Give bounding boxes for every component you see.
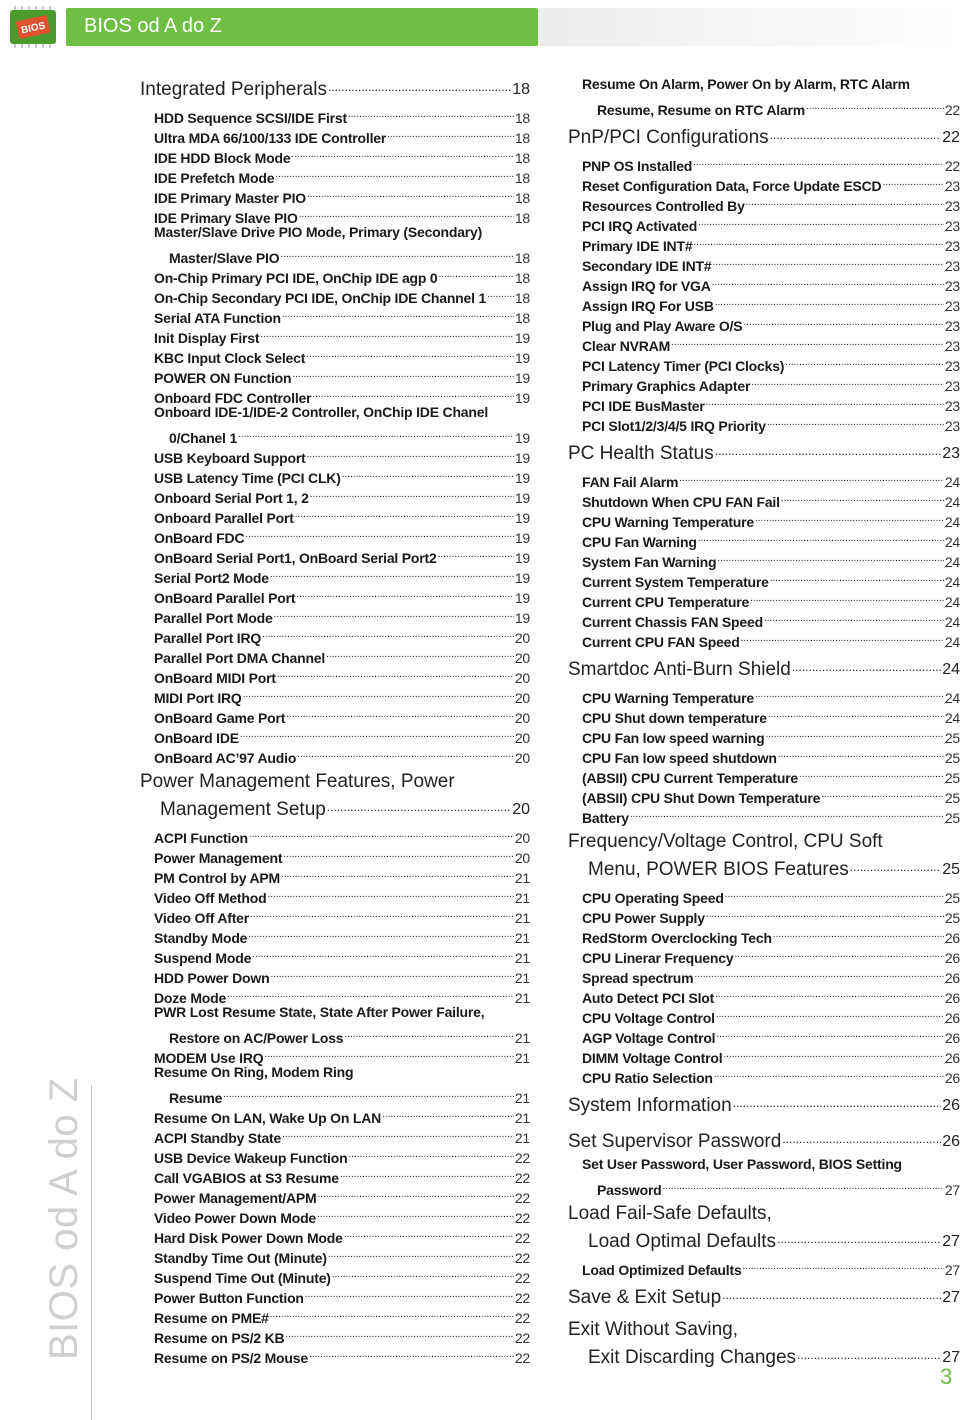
toc-title: Assign IRQ for VGA bbox=[582, 278, 711, 294]
dot-leader bbox=[630, 802, 944, 825]
toc-title-line1: Exit Without Saving, bbox=[568, 1319, 739, 1340]
toc-title: Load Optimized Defaults bbox=[582, 1262, 742, 1278]
toc-title-line1: Onboard IDE-1/IDE-2 Controller, OnChip IDE Chanel bbox=[154, 404, 489, 420]
toc-title: ACPI Standby State bbox=[154, 1130, 282, 1146]
toc-title: Primary IDE INT# bbox=[582, 238, 693, 254]
toc-page-number: 20 bbox=[514, 730, 530, 746]
toc-page-number: 18 bbox=[514, 110, 530, 126]
toc-title: Serial ATA Function bbox=[154, 310, 281, 326]
toc-page-number: 25 bbox=[942, 861, 960, 878]
toc-page-number: 20 bbox=[514, 750, 530, 766]
toc-page-number: 24 bbox=[944, 710, 960, 726]
toc-page-number: 26 bbox=[942, 1133, 960, 1150]
dot-leader bbox=[767, 410, 944, 433]
toc-title: IDE Prefetch Mode bbox=[154, 170, 275, 186]
toc-page-number: 25 bbox=[944, 730, 960, 746]
toc-title: Standby Time Out (Minute) bbox=[154, 1250, 327, 1266]
side-title: BIOS od A do Z bbox=[42, 1077, 86, 1360]
toc-row bbox=[568, 1282, 960, 1310]
toc-title: Restore on AC/Power Loss bbox=[169, 1030, 344, 1046]
toc-page-number: 22 bbox=[944, 158, 960, 174]
toc-title: CPU Warning Temperature bbox=[582, 690, 754, 706]
toc-title: PnP/PCI Configurations bbox=[568, 127, 769, 148]
toc-page-number: 18 bbox=[514, 250, 530, 266]
toc-title: IDE HDD Block Mode bbox=[154, 150, 291, 166]
dot-leader bbox=[782, 1126, 941, 1151]
toc-page-number: 26 bbox=[944, 1010, 960, 1026]
toc-page-number: 24 bbox=[944, 534, 960, 550]
toc-title: Smartdoc Anti-Burn Shield bbox=[568, 659, 791, 680]
toc-page-number: 25 bbox=[944, 770, 960, 786]
toc-title: HDD Power Down bbox=[154, 970, 270, 986]
toc-section[interactable] bbox=[568, 1126, 960, 1154]
toc-title: Video Off Method bbox=[154, 890, 267, 906]
header-bar bbox=[66, 8, 538, 46]
page-number: 3 bbox=[940, 1364, 953, 1389]
toc-page-number: 23 bbox=[944, 398, 960, 414]
toc-page-number: 20 bbox=[514, 850, 530, 866]
toc-section[interactable] bbox=[568, 1090, 960, 1118]
toc-title: Save & Exit Setup bbox=[568, 1287, 722, 1308]
toc-entry[interactable] bbox=[568, 1154, 960, 1198]
toc-title: CPU Operating Speed bbox=[582, 890, 724, 906]
toc-title: MODEM Use IRQ bbox=[154, 1050, 264, 1066]
toc-page-number: 24 bbox=[944, 634, 960, 650]
toc-title: Standby Mode bbox=[154, 930, 248, 946]
toc-page-number: 19 bbox=[514, 550, 530, 566]
dot-leader bbox=[806, 94, 944, 117]
toc-page-number: 23 bbox=[944, 318, 960, 334]
toc-page-number: 19 bbox=[514, 510, 530, 526]
toc-page-number: 19 bbox=[514, 490, 530, 506]
toc-page-number: 27 bbox=[942, 1289, 960, 1306]
toc-left-column bbox=[140, 74, 530, 1366]
toc-section[interactable] bbox=[568, 1318, 960, 1370]
toc-page-number: 19 bbox=[514, 370, 530, 386]
dot-leader bbox=[663, 1174, 944, 1197]
toc-title: Video Power Down Mode bbox=[154, 1210, 317, 1226]
toc-title: Resume bbox=[169, 1090, 223, 1106]
toc-page-number: 19 bbox=[514, 470, 530, 486]
toc-title: Password bbox=[597, 1182, 662, 1198]
toc-title: CPU Power Supply bbox=[582, 910, 705, 926]
toc-page-number: 22 bbox=[514, 1230, 530, 1246]
toc-title: On-Chip Secondary PCI IDE, OnChip IDE Channel 1 bbox=[154, 290, 487, 306]
toc-page-number: 21 bbox=[514, 1090, 530, 1106]
toc-title: (ABSII) CPU Current Temperature bbox=[582, 770, 799, 786]
toc-page-number: 19 bbox=[514, 530, 530, 546]
toc-title-line1: Frequency/Voltage Control, CPU Soft bbox=[568, 831, 883, 852]
toc-page-number: 26 bbox=[944, 990, 960, 1006]
toc-title: CPU Fan low speed shutdown bbox=[582, 750, 777, 766]
toc-page-number: 23 bbox=[944, 378, 960, 394]
toc-title: CPU Ratio Selection bbox=[582, 1070, 713, 1086]
dot-leader bbox=[722, 1282, 941, 1307]
toc-title: Power Management/APM bbox=[154, 1190, 317, 1206]
toc-title: System Information bbox=[568, 1095, 732, 1116]
toc-title: Parallel Port DMA Channel bbox=[154, 650, 326, 666]
toc-title: Master/Slave PIO bbox=[169, 250, 280, 266]
toc-title: CPU Linerar Frequency bbox=[582, 950, 734, 966]
toc-title: HDD Sequence SCSI/IDE First bbox=[154, 110, 347, 126]
toc-section[interactable] bbox=[568, 438, 960, 466]
toc-entry[interactable] bbox=[140, 1062, 530, 1106]
toc-row bbox=[568, 1226, 960, 1254]
toc-page-number: 22 bbox=[514, 1350, 530, 1366]
toc-row bbox=[582, 1254, 960, 1280]
toc-page-number: 27 bbox=[944, 1262, 960, 1278]
toc-row bbox=[140, 794, 530, 822]
toc-title: IDE Primary Slave PIO bbox=[154, 210, 298, 226]
toc-title: CPU Fan low speed warning bbox=[582, 730, 765, 746]
toc-page-number: 22 bbox=[514, 1170, 530, 1186]
toc-title: CPU Shut down temperature bbox=[582, 710, 767, 726]
dot-leader bbox=[741, 626, 944, 649]
toc-title-line1: Load Fail-Safe Defaults, bbox=[568, 1203, 772, 1224]
toc-page-number: 26 bbox=[944, 1070, 960, 1086]
toc-title: Parallel Port Mode bbox=[154, 610, 273, 626]
toc-title: PNP OS Installed bbox=[582, 158, 693, 174]
toc-title: IDE Primary Master PIO bbox=[154, 190, 306, 206]
toc-title: Menu, POWER BIOS Features bbox=[588, 859, 849, 880]
toc-page-number: 23 bbox=[944, 198, 960, 214]
toc-entry[interactable] bbox=[568, 150, 960, 174]
toc-page-number: 21 bbox=[514, 890, 530, 906]
toc-row bbox=[568, 654, 960, 682]
toc-title: MIDI Port IRQ bbox=[154, 690, 242, 706]
toc-page-number: 24 bbox=[944, 474, 960, 490]
dot-leader bbox=[743, 1254, 944, 1277]
toc-title: USB Device Wakeup Function bbox=[154, 1150, 348, 1166]
toc-page-number: 19 bbox=[514, 570, 530, 586]
dot-leader bbox=[777, 1226, 941, 1251]
toc-title: PCI IDE BusMaster bbox=[582, 398, 705, 414]
toc-title: USB Latency Time (PCI CLK) bbox=[154, 470, 341, 486]
toc-page-number: 22 bbox=[514, 1150, 530, 1166]
toc-page-number: 19 bbox=[514, 330, 530, 346]
toc-title: Serial Port2 Mode bbox=[154, 570, 269, 586]
toc-entry[interactable] bbox=[140, 102, 530, 126]
toc-page-number: 18 bbox=[514, 170, 530, 186]
toc-page-number: 20 bbox=[514, 670, 530, 686]
toc-title: USB Keyboard Support bbox=[154, 450, 306, 466]
toc-page-number: 26 bbox=[944, 950, 960, 966]
toc-page-number: 25 bbox=[944, 890, 960, 906]
toc-page-number: 26 bbox=[944, 1030, 960, 1046]
toc-row bbox=[140, 74, 530, 102]
toc-page-number: 23 bbox=[944, 178, 960, 194]
toc-title: OnBoard Parallel Port bbox=[154, 590, 296, 606]
toc-title: Resume on PME# bbox=[154, 1310, 269, 1326]
toc-page-number: 23 bbox=[944, 238, 960, 254]
toc-title: On-Chip Primary PCI IDE, OnChip IDE agp 0 bbox=[154, 270, 438, 286]
toc-row bbox=[568, 438, 960, 466]
toc-title: CPU Fan Warning bbox=[582, 534, 697, 550]
toc-entry[interactable] bbox=[568, 466, 960, 490]
toc-title: Power Management bbox=[154, 850, 283, 866]
toc-page-number: 21 bbox=[514, 1110, 530, 1126]
toc-page-number: 23 bbox=[944, 418, 960, 434]
toc-title: Doze Mode bbox=[154, 990, 227, 1006]
toc-page-number: 24 bbox=[944, 594, 960, 610]
toc-page-number: 27 bbox=[944, 1182, 960, 1198]
toc-entry[interactable] bbox=[140, 822, 530, 846]
bios-chip-label: BIOS bbox=[20, 20, 47, 37]
toc-title: DIMM Voltage Control bbox=[582, 1050, 723, 1066]
toc-row bbox=[568, 1090, 960, 1118]
toc-page-number: 19 bbox=[514, 610, 530, 626]
toc-row bbox=[582, 1174, 960, 1200]
toc-page-number: 27 bbox=[942, 1233, 960, 1250]
toc-page-number: 23 bbox=[944, 358, 960, 374]
toc-section[interactable] bbox=[568, 654, 960, 682]
toc-page-number: 24 bbox=[944, 554, 960, 570]
toc-page-number: 18 bbox=[514, 210, 530, 226]
toc-page-number: 20 bbox=[514, 630, 530, 646]
toc-title: FAN Fail Alarm bbox=[582, 474, 679, 490]
toc-page-number: 18 bbox=[514, 130, 530, 146]
toc-entry[interactable] bbox=[568, 682, 960, 706]
toc-page-number: 21 bbox=[514, 950, 530, 966]
toc-entry[interactable] bbox=[568, 882, 960, 906]
toc-page-number: 24 bbox=[944, 614, 960, 630]
dot-leader bbox=[715, 438, 941, 463]
toc-title: PCI IRQ Activated bbox=[582, 218, 698, 234]
toc-title-line1: PWR Lost Resume State, State After Power Failure, bbox=[154, 1004, 485, 1020]
dot-leader bbox=[792, 654, 941, 679]
toc-title-line1: Set User Password, User Password, BIOS Setting bbox=[582, 1156, 902, 1172]
toc-page-number: 23 bbox=[944, 278, 960, 294]
toc-entry[interactable] bbox=[140, 402, 530, 446]
toc-title: Integrated Peripherals bbox=[140, 79, 327, 100]
toc-row bbox=[582, 94, 960, 120]
toc-title: PCI Latency Timer (PCI Clocks) bbox=[582, 358, 785, 374]
toc-title: Init Display First bbox=[154, 330, 260, 346]
dot-leader bbox=[297, 742, 514, 765]
toc-page-number: 22 bbox=[514, 1250, 530, 1266]
bios-chip-icon bbox=[6, 4, 60, 50]
toc-title: Exit Discarding Changes bbox=[588, 1347, 797, 1368]
toc-title: OnBoard Serial Port1, OnBoard Serial Port2 bbox=[154, 550, 437, 566]
toc-title: Resume On LAN, Wake Up On LAN bbox=[154, 1110, 382, 1126]
toc-page-number: 22 bbox=[514, 1190, 530, 1206]
toc-title-line1: Power Management Features, Power bbox=[140, 771, 455, 792]
toc-title: Resources Controlled By bbox=[582, 198, 745, 214]
toc-page-number: 21 bbox=[514, 1030, 530, 1046]
toc-title: Resume on PS/2 KB bbox=[154, 1330, 285, 1346]
toc-title: Resume on PS/2 Mouse bbox=[154, 1350, 308, 1366]
toc-page-number: 24 bbox=[942, 661, 960, 678]
toc-page-number: 18 bbox=[514, 270, 530, 286]
dot-leader bbox=[309, 1342, 514, 1365]
toc-entry[interactable] bbox=[140, 1002, 530, 1046]
toc-row bbox=[582, 802, 960, 828]
toc-page-number: 22 bbox=[944, 102, 960, 118]
toc-title: Onboard FDC Controller bbox=[154, 390, 312, 406]
toc-page-number: 18 bbox=[514, 310, 530, 326]
toc-page-number: 22 bbox=[514, 1310, 530, 1326]
toc-title: RedStorm Overclocking Tech bbox=[582, 930, 772, 946]
dot-leader bbox=[714, 1062, 944, 1085]
toc-page-number: 19 bbox=[514, 350, 530, 366]
toc-page-number: 22 bbox=[514, 1270, 530, 1286]
toc-page-number: 20 bbox=[514, 710, 530, 726]
toc-page-number: 21 bbox=[514, 1130, 530, 1146]
dot-leader bbox=[850, 854, 941, 879]
dot-leader bbox=[733, 1090, 942, 1115]
toc-title: Suspend Mode bbox=[154, 950, 252, 966]
toc-right-column bbox=[568, 74, 960, 1370]
toc-page-number: 21 bbox=[514, 910, 530, 926]
toc-page-number: 25 bbox=[944, 790, 960, 806]
toc-title: Onboard Serial Port 1, 2 bbox=[154, 490, 309, 506]
toc-section[interactable] bbox=[568, 1202, 960, 1254]
toc-page-number: 25 bbox=[944, 810, 960, 826]
toc-title: System Fan Warning bbox=[582, 554, 717, 570]
toc-section[interactable] bbox=[568, 122, 960, 150]
toc-page-number: 21 bbox=[514, 990, 530, 1006]
toc-page-number: 26 bbox=[944, 970, 960, 986]
toc-title: Plug and Play Aware O/S bbox=[582, 318, 743, 334]
toc-title: Assign IRQ For USB bbox=[582, 298, 714, 314]
toc-title: Management Setup bbox=[160, 799, 326, 820]
toc-title: Battery bbox=[582, 810, 629, 826]
toc-page-number: 20 bbox=[514, 690, 530, 706]
toc-title: Set Supervisor Password bbox=[568, 1131, 782, 1152]
toc-title: ACPI Function bbox=[154, 830, 248, 846]
toc-title: Current System Temperature bbox=[582, 574, 769, 590]
dot-leader bbox=[770, 122, 942, 147]
toc-page-number: 19 bbox=[514, 430, 530, 446]
toc-title: Current Chassis FAN Speed bbox=[582, 614, 763, 630]
toc-row bbox=[568, 1342, 960, 1370]
toc-title: Onboard Parallel Port bbox=[154, 510, 294, 526]
toc-title: Parallel Port IRQ bbox=[154, 630, 262, 646]
toc-title: Spread spectrum bbox=[582, 970, 694, 986]
toc-page-number: 25 bbox=[944, 750, 960, 766]
dot-leader bbox=[327, 794, 511, 819]
toc-title: Suspend Time Out (Minute) bbox=[154, 1270, 331, 1286]
toc-title: Current CPU FAN Speed bbox=[582, 634, 740, 650]
toc-title: Clear NVRAM bbox=[582, 338, 671, 354]
toc-title: PC Health Status bbox=[568, 443, 714, 464]
toc-entry[interactable] bbox=[568, 1254, 960, 1278]
toc-entry[interactable] bbox=[140, 222, 530, 266]
toc-title: OnBoard MIDI Port bbox=[154, 670, 276, 686]
toc-page-number: 21 bbox=[514, 870, 530, 886]
toc-title: Reset Configuration Data, Force Update ESCD bbox=[582, 178, 882, 194]
toc-title-line1: Resume On Alarm, Power On by Alarm, RTC Alarm bbox=[582, 76, 910, 92]
dot-leader bbox=[797, 1342, 941, 1367]
toc-page-number: 20 bbox=[514, 830, 530, 846]
side-divider bbox=[91, 1085, 92, 1420]
toc-title: Ultra MDA 66/100/133 IDE Controller bbox=[154, 130, 387, 146]
toc-title-line1: Resume On Ring, Modem Ring bbox=[154, 1064, 354, 1080]
toc-title: Power Button Function bbox=[154, 1290, 304, 1306]
toc-title: OnBoard FDC bbox=[154, 530, 245, 546]
toc-title: (ABSII) CPU Shut Down Temperature bbox=[582, 790, 821, 806]
toc-page-number: 18 bbox=[514, 150, 530, 166]
toc-title: OnBoard Game Port bbox=[154, 710, 286, 726]
toc-title: OnBoard AC’97 Audio bbox=[154, 750, 297, 766]
toc-page-number: 23 bbox=[944, 258, 960, 274]
toc-title: 0/Chanel 1 bbox=[169, 430, 238, 446]
toc-page-number: 20 bbox=[514, 650, 530, 666]
toc-page-number: 20 bbox=[512, 801, 530, 818]
toc-page-number: 23 bbox=[942, 445, 960, 462]
toc-page-number: 18 bbox=[514, 190, 530, 206]
toc-section[interactable] bbox=[140, 770, 530, 822]
toc-page-number: 23 bbox=[944, 338, 960, 354]
toc-section[interactable] bbox=[568, 1282, 960, 1310]
toc-entry[interactable] bbox=[568, 74, 960, 118]
toc-title: AGP Voltage Control bbox=[582, 1030, 716, 1046]
toc-row bbox=[568, 854, 960, 882]
toc-page-number: 19 bbox=[514, 450, 530, 466]
toc-title: POWER ON Function bbox=[154, 370, 292, 386]
toc-page-number: 19 bbox=[514, 590, 530, 606]
toc-page-number: 27 bbox=[942, 1349, 960, 1366]
toc-title: Secondary IDE INT# bbox=[582, 258, 712, 274]
toc-title: Current CPU Temperature bbox=[582, 594, 750, 610]
toc-page-number: 26 bbox=[944, 930, 960, 946]
toc-title: Shutdown When CPU FAN Fail bbox=[582, 494, 780, 510]
dot-leader bbox=[328, 74, 511, 99]
toc-page-number: 24 bbox=[944, 494, 960, 510]
toc-page-number: 23 bbox=[944, 298, 960, 314]
toc-page-number: 25 bbox=[944, 910, 960, 926]
toc-title: OnBoard IDE bbox=[154, 730, 239, 746]
toc-title: Load Optimal Defaults bbox=[588, 1231, 776, 1252]
toc-page-number: 26 bbox=[942, 1097, 960, 1114]
toc-title: Hard Disk Power Down Mode bbox=[154, 1230, 343, 1246]
toc-page-number: 19 bbox=[514, 390, 530, 406]
toc-section[interactable] bbox=[568, 830, 960, 882]
toc-title: CPU Warning Temperature bbox=[582, 514, 754, 530]
toc-page-number: 24 bbox=[944, 514, 960, 530]
toc-title: Video Off After bbox=[154, 910, 250, 926]
toc-page-number: 21 bbox=[514, 970, 530, 986]
toc-page-number: 21 bbox=[514, 1050, 530, 1066]
toc-page-number: 24 bbox=[944, 690, 960, 706]
header-title: BIOS od A do Z bbox=[84, 15, 222, 37]
toc-page-number: 22 bbox=[942, 129, 960, 146]
toc-page-number: 21 bbox=[514, 930, 530, 946]
toc-section[interactable] bbox=[140, 74, 530, 102]
toc-page-number: 22 bbox=[514, 1210, 530, 1226]
toc-page-number: 23 bbox=[944, 218, 960, 234]
toc-title: Auto Detect PCI Slot bbox=[582, 990, 715, 1006]
toc-title: KBC Input Clock Select bbox=[154, 350, 306, 366]
toc-title-line1: Master/Slave Drive PIO Mode, Primary (Secondary) bbox=[154, 224, 483, 240]
toc-title: PM Control by APM bbox=[154, 870, 280, 886]
toc-page-number: 26 bbox=[944, 1050, 960, 1066]
toc-title: Primary Graphics Adapter bbox=[582, 378, 751, 394]
toc-page-number: 22 bbox=[514, 1290, 530, 1306]
toc-page-number: 18 bbox=[514, 290, 530, 306]
toc-title: Resume, Resume on RTC Alarm bbox=[597, 102, 806, 118]
toc-page-number: 22 bbox=[514, 1330, 530, 1346]
toc-title: PCI Slot1/2/3/4/5 IRQ Priority bbox=[582, 418, 766, 434]
toc-title: CPU Voltage Control bbox=[582, 1010, 715, 1026]
toc-page-number: 18 bbox=[512, 81, 530, 98]
toc-row bbox=[568, 1126, 960, 1154]
toc-page-number: 24 bbox=[944, 574, 960, 590]
toc-row bbox=[568, 122, 960, 150]
toc-title: Call VGABIOS at S3 Resume bbox=[154, 1170, 339, 1186]
header-fade bbox=[538, 8, 960, 46]
